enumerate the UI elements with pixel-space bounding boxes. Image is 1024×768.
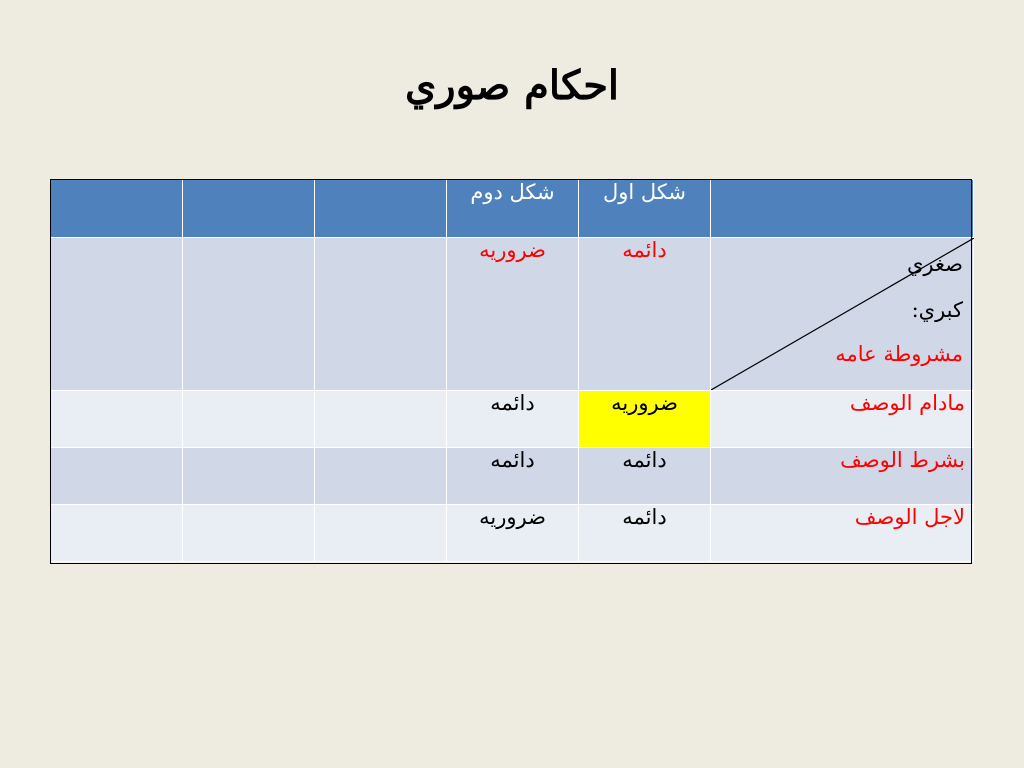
- highlighted-cell: ضروريه: [579, 391, 711, 448]
- header-col-6: [51, 180, 183, 238]
- table-row: [51, 505, 974, 562]
- row-label: مادام الوصف: [711, 391, 974, 448]
- table-cell: ضروريه: [447, 238, 579, 391]
- table-cell: دائمه: [579, 238, 711, 391]
- header-col-4: [315, 180, 447, 238]
- table-cell: [315, 391, 447, 448]
- kubra-label: كبري:: [911, 298, 963, 322]
- corner-diagonal-cell: [711, 238, 974, 391]
- kubra-value: مشروطة عامه: [835, 342, 963, 366]
- header-col-5: [183, 180, 315, 238]
- slide-title: احكام صوري: [404, 62, 620, 109]
- table-row: [51, 391, 974, 448]
- table-cell: [51, 238, 183, 391]
- table-cell: [183, 391, 315, 448]
- header-figure-2: شكل دوم: [447, 180, 579, 238]
- table-cell: [315, 448, 447, 505]
- table-cell: [51, 448, 183, 505]
- table-cell: دائمه: [447, 391, 579, 448]
- table-cell: ضروريه: [447, 505, 579, 562]
- row-label: لاجل الوصف: [711, 505, 974, 562]
- table-cell: [183, 448, 315, 505]
- table-row: [51, 448, 974, 505]
- rulings-table: [50, 179, 974, 562]
- table-cell: [183, 505, 315, 562]
- table-cell: [51, 505, 183, 562]
- table-cell: [315, 505, 447, 562]
- header-figure-1: شكل اول: [579, 180, 711, 238]
- table-row: [51, 238, 974, 391]
- header-corner: [711, 180, 974, 238]
- sughra-label: صغري: [907, 252, 963, 276]
- table-cell: [183, 238, 315, 391]
- table-cell: دائمه: [447, 448, 579, 505]
- row-label: بشرط الوصف: [711, 448, 974, 505]
- table-cell: دائمه: [579, 448, 711, 505]
- table-cell: [51, 391, 183, 448]
- header-row: [51, 180, 974, 238]
- table-cell: دائمه: [579, 505, 711, 562]
- table-cell: [315, 238, 447, 391]
